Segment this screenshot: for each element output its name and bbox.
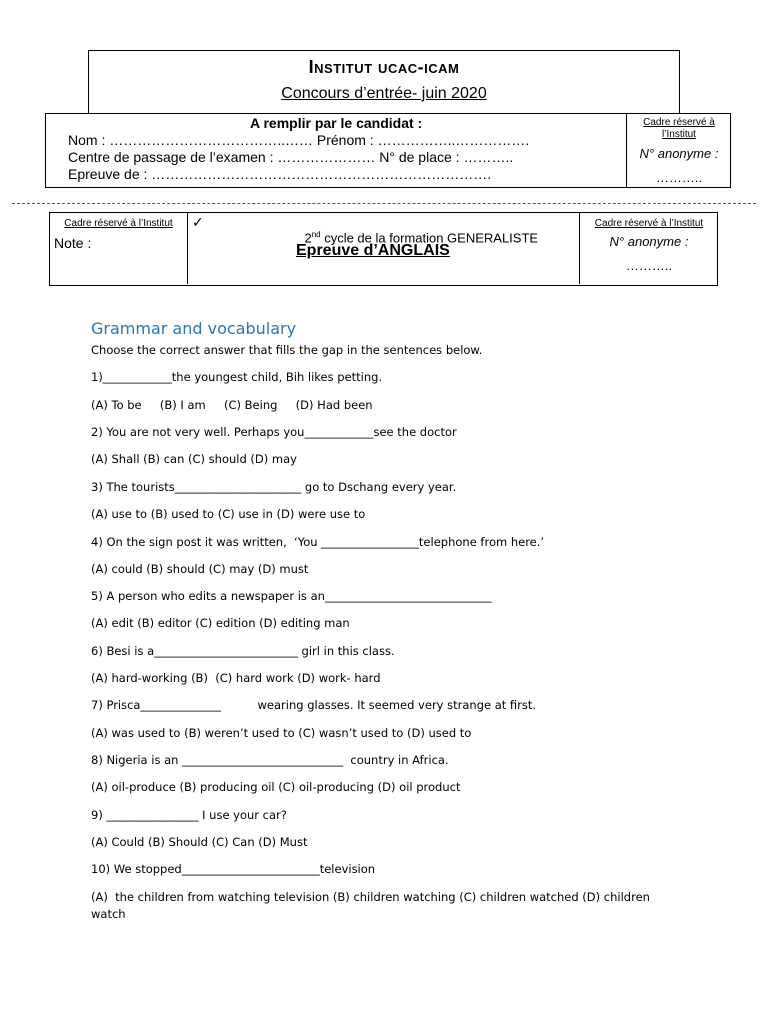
question-1: 1)____________the youngest child, Bih likes petting. bbox=[91, 370, 383, 384]
section-heading: Grammar and vocabulary bbox=[91, 319, 297, 338]
anonymous-number-label: N° anonyme : bbox=[639, 146, 719, 161]
options-10-continued: watch bbox=[91, 907, 126, 921]
exam-subject-line[interactable]: Epreuve de : ………………………………………………………………. bbox=[68, 166, 492, 182]
options-4: (A) could (B) should (C) may (D) must bbox=[91, 562, 309, 576]
note-cell bbox=[50, 213, 188, 284]
question-5: 5) A person who edits a newspaper is an_____________________________ bbox=[91, 589, 492, 603]
candidate-heading: A remplir par le candidat : bbox=[250, 115, 423, 131]
question-4: 4) On the sign post it was written, ‘You _________________telephone from here.’ bbox=[91, 535, 545, 549]
exam-anonymous-label: N° anonyme : bbox=[609, 234, 689, 249]
options-1: (A) To be (B) I am (C) Being (D) Had been bbox=[91, 398, 373, 412]
question-7: 7) Prisca______________ wearing glasses. It seemed very strange at first. bbox=[91, 698, 537, 712]
question-9: 9) ________________ I use your car? bbox=[91, 808, 287, 822]
options-6: (A) hard-working (B) (C) hard work (D) work- hard bbox=[91, 671, 381, 685]
cycle-ordinal-suffix: nd bbox=[311, 230, 321, 239]
question-10: 10) We stopped________________________television bbox=[91, 862, 376, 876]
reserved-label-left: Cadre réservé à l’Institut bbox=[64, 218, 173, 229]
exam-box bbox=[49, 212, 718, 286]
cycle-ordinal: 2 bbox=[304, 230, 312, 246]
note-label: Note : bbox=[54, 235, 92, 251]
anonymous-number-dots: ……….. bbox=[655, 170, 703, 185]
options-8: (A) oil-produce (B) producing oil (C) oil-producing (D) oil product bbox=[91, 780, 461, 794]
candidate-reserved-cell bbox=[626, 114, 731, 187]
question-2: 2) You are not very well. Perhaps you____________see the doctor bbox=[91, 425, 457, 439]
exam-reserved-cell bbox=[579, 213, 718, 284]
dashed-separator bbox=[12, 203, 756, 204]
question-8: 8) Nigeria is an ____________________________ country in Africa. bbox=[91, 753, 449, 767]
header-box bbox=[88, 50, 680, 114]
contest-title: Concours d’entrée- juin 2020 bbox=[281, 85, 487, 102]
candidate-name-line[interactable]: Nom : ………………………………..…… Prénom : ……………..……………. bbox=[68, 132, 530, 148]
cycle-text: cycle de la formation GENERALISTE bbox=[320, 230, 539, 246]
exam-anonymous-dots: ……….. bbox=[625, 258, 673, 273]
exam-subject-title: Epreuve d’ANGLAIS bbox=[296, 242, 450, 259]
options-7: (A) was used to (B) weren’t used to (C) wasn’t used to (D) used to bbox=[91, 726, 472, 740]
reserved-label: Cadre réservé à l’Institut bbox=[643, 117, 715, 140]
reserved-label-right: Cadre réservé à l’Institut bbox=[594, 218, 704, 229]
options-2: (A) Shall (B) can (C) should (D) may bbox=[91, 452, 297, 466]
institute-title: Institut ucac-icam bbox=[308, 57, 460, 77]
candidate-box bbox=[45, 113, 731, 188]
checkmark-icon: ✓ bbox=[192, 215, 204, 231]
exam-center-line[interactable]: Centre de passage de l’examen : ………………… N° de place : ……….. bbox=[68, 149, 514, 165]
options-9: (A) Could (B) Should (C) Can (D) Must bbox=[91, 835, 308, 849]
options-10: (A) the children from watching television (B) children watching (C) children watched (D) children bbox=[91, 890, 650, 904]
options-5: (A) edit (B) editor (C) edition (D) editing man bbox=[91, 616, 350, 630]
question-3: 3) The tourists______________________ go to Dschang every year. bbox=[91, 480, 457, 494]
question-6: 6) Besi is a_________________________ girl in this class. bbox=[91, 644, 395, 658]
section-instruction: Choose the correct answer that fills the gap in the sentences below. bbox=[91, 343, 483, 357]
options-3: (A) use to (B) used to (C) use in (D) were use to bbox=[91, 507, 366, 521]
